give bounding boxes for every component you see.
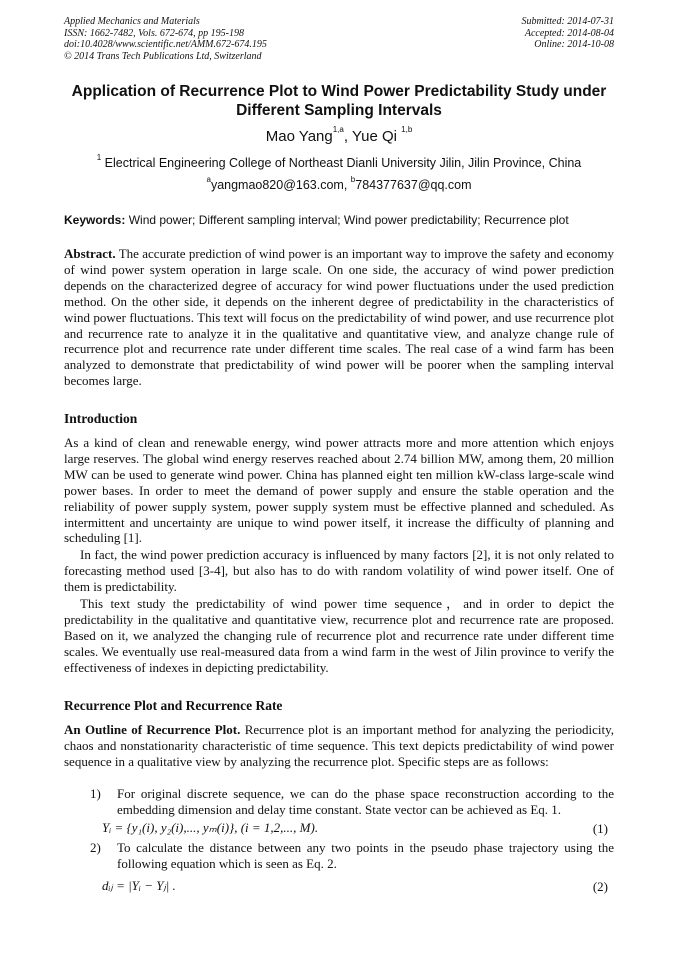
- doi: doi:10.4028/www.scientific.net/AMM.672-674.195: [64, 39, 267, 50]
- intro-paragraph-2: In fact, the wind power prediction accuracy is influenced by many factors [2], it is not only related to forecasting method used [3-4], but also has to do with random volatility of wind power itself. One of them is predictability.: [64, 547, 614, 594]
- list-item-text: For original discrete sequence, we can do the phase space reconstruction according to the embedding dimension and delay time constant. State vector can be achieved as Eq. 1.: [117, 786, 614, 817]
- accepted-date: Accepted: 2014-08-04: [524, 27, 614, 39]
- copyright: © 2014 Trans Tech Publications Ltd, Switzerland: [64, 50, 262, 62]
- affiliation-sup: 1: [96, 153, 102, 162]
- equation-1-number: (1): [592, 821, 608, 836]
- outline-paragraph: [64, 722, 614, 770]
- paper-title: Application of Recurrence Plot to Wind Power Predictability Study under Different Sampling Intervals: [71, 83, 607, 119]
- author-2-sup: 1,b: [401, 125, 413, 134]
- outline-label: An Outline of Recurrence Plot.: [64, 722, 241, 737]
- email-b-sup: b: [350, 175, 356, 184]
- email-b: 784377637@qq.com: [355, 178, 472, 192]
- email-a-sup: a: [206, 175, 211, 184]
- issn: ISSN: 1662-7482, Vols. 672-674, pp 195-198: [64, 27, 244, 39]
- list-item-number: 1): [90, 786, 101, 801]
- journal-name: Applied Mechanics and Materials: [64, 16, 200, 27]
- online-date: Online: 2014-10-08: [534, 39, 614, 50]
- equation-2: dᵢⱼ = |Yᵢ − Yⱼ| .: [102, 878, 176, 893]
- author-2: Yue Qi: [351, 128, 402, 145]
- keywords-text: Wind power; Different sampling interval; Wind power predictability; Recurrence plot: [128, 213, 569, 227]
- introduction-heading: Introduction: [64, 411, 138, 426]
- affiliation: [0, 153, 678, 170]
- intro-paragraph-1: As a kind of clean and renewable energy, wind power attracts more and more attention which enjoys large reserves. The global wind energy reserves reached about 2.74 billion MW, among them, 20 million MW can be used to generate wind power. China has planned eight ten million kW-class large-scale wind power bases. In order to meet the demand of power supply and ensure the stable operation and the reliability of power supply system, power supply system must be effective planned and scheduled. As intermittent and uncertainty are unique to wind power itself, it increase the difficulty of planning and scheduling [1].: [64, 435, 614, 546]
- abstract: [64, 246, 614, 389]
- outline-text: Recurrence plot is an important method for analyzing the periodicity, chaos and nonstationarity characteristic of time sequence. This text depicts predictability of wind power sequence in a qualitative view by analyzing the recurrence plot. Specific steps are as follows:: [64, 722, 615, 769]
- equation-2-number: (2): [592, 879, 608, 894]
- keywords: [64, 213, 624, 227]
- abstract-label: Abstract.: [64, 246, 116, 261]
- section-heading-recurrence: Recurrence Plot and Recurrence Rate: [64, 698, 283, 713]
- email-a: yangmao820@163.com,: [210, 178, 351, 192]
- equation-1: Yᵢ = {y₁(i), y₂(i),..., yₘ(i)}, (i = 1,2,..., M).: [102, 820, 319, 835]
- abstract-text: The accurate prediction of wind power is an important way to improve the safety and economy of wind power system operation in large scale. On one side, the accuracy of wind power prediction depends on the characterized degree of accuracy for wind power fluctuations under the used prediction method. On the other side, it depends on the inherent degree of predictability in the characteristics of wind power fluctuations. This text will focus on the predictability of wind power, and use recurrence plot and recurrence rate to analyze it in the qualitative and quantitative view, and analyze change rule of recurrence plot and recurrence rate under different time scales. The real case of a wind farm has been analyzed to demonstrate that predictability of wind power will be poorer when the sampling interval becomes large.: [64, 246, 615, 389]
- emails: [0, 175, 678, 192]
- journal-header: [64, 16, 267, 62]
- authors: [0, 125, 678, 145]
- author-1-sup: 1,a: [332, 125, 344, 134]
- list-item-number: 2): [90, 840, 101, 855]
- intro-paragraph-3: This text study the predictability of wind power time sequence，and in order to depict the predictability in the qualitative and quantitative view, recurrence plot and recurrence rate are proposed. Based on it, we analyzed the changing rule of recurrence plot and recurrence rate under different time scales. We eventually use real-measured data from a wind farm in the west of Jilin province to verify the effectiveness of indexes in depicting predictability.: [64, 596, 614, 675]
- dates-header: [522, 16, 615, 51]
- list-item-text: To calculate the distance between any two points in the pseudo phase trajectory using the following equation which is seen as Eq. 2.: [117, 840, 614, 871]
- keywords-label: Keywords:: [64, 213, 126, 227]
- affiliation-text: Electrical Engineering College of Northeast Dianli University Jilin, Jilin Province, China: [104, 156, 582, 170]
- author-sep: ,: [343, 128, 352, 145]
- submitted-date: Submitted: 2014-07-31: [521, 16, 614, 27]
- author-1: Mao Yang: [265, 128, 333, 145]
